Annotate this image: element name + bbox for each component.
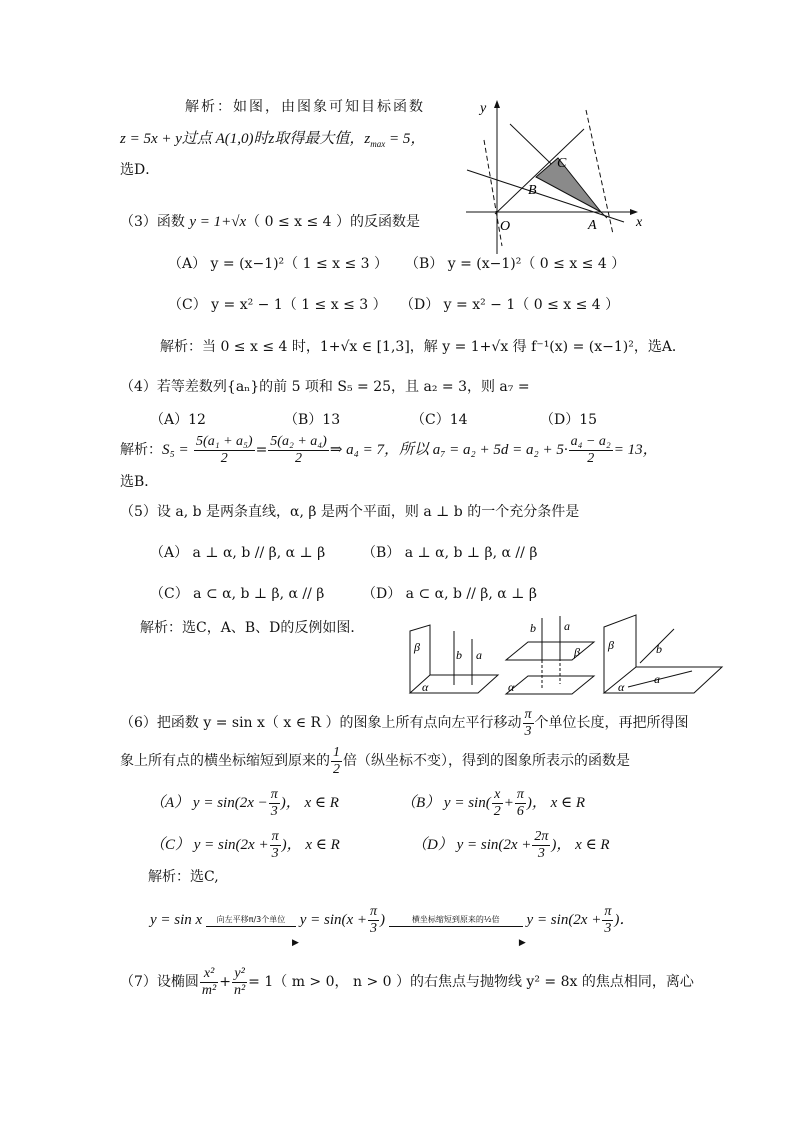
- fig1-a: a: [476, 648, 482, 662]
- q4-solution: 解析：S₅ = $\frac{\text{5(a₁ + a₅)}}{2}$ = $\frac{\text{5(a₂ + a₄)}}{2}$ ⇒ a₄ = 7，所以 a₇ = a₂ + 5d = a₂ + 5· $\frac{\text{a₄ − a₂}}{2}$ = 13，: [120, 433, 658, 466]
- q6-stem-line1: （6）把函数 y = sin x（ x ∈ R ）的图象上所有点向左平行移动 $\frac{\pi}{3}$ 个单位长度，再把所得图: [120, 706, 689, 739]
- q5-option-b: （B） a ⊥ α, b ⊥ β, α // β: [362, 545, 538, 561]
- fig2-b: b: [530, 621, 536, 635]
- sol2-line1: 解析：如图，由图象可知目标函数: [185, 99, 425, 115]
- arrow-scale-x: 横坐标缩短到原来的½倍 ▶: [389, 915, 523, 927]
- q4-option-a: （A）12: [150, 412, 206, 428]
- q6-stem-line2: 象上所有点的横坐标缩短到原来的 $\frac{1}{2}$ 倍（纵坐标不变），得到的图象所表示的函数是: [120, 744, 630, 777]
- q3-option-c: （C） y = x² − 1（ 1 ≤ x ≤ 3 ）: [168, 297, 387, 313]
- q6-option-b: （B） y = sin( $\frac{x}{2}$ + $\frac{\pi}{6}$ )， x ∈ R: [401, 787, 586, 820]
- q5-stem: （5）设 a, b 是两条直线，α, β 是两个平面，则 a ⊥ b 的一个充分条件是: [120, 504, 580, 520]
- graph-label-b: B: [528, 183, 537, 198]
- q3-stem: （3）函数 y = 1+√x（ 0 ≤ x ≤ 4 ）的反函数是: [120, 214, 421, 230]
- q4-option-c: （C）14: [411, 412, 468, 428]
- fig1-b: b: [456, 648, 462, 662]
- fig3-a: a: [654, 672, 660, 686]
- fig3-alpha: α: [618, 680, 625, 694]
- q6-option-c: （C） y = sin(2x + $\frac{\pi}{3}$ )， x ∈ R: [150, 829, 340, 862]
- q3-option-a: （A） y = (x−1)²（ 1 ≤ x ≤ 3 ）: [168, 256, 389, 272]
- q3-solution: 解析：当 0 ≤ x ≤ 4 时，1+√x ∈ [1,3]，解 y = 1+√x 得 f⁻¹(x) = (x−1)²，选A．: [160, 339, 686, 355]
- q5-solution: 解析：选C，A、B、D的反例如图．: [140, 620, 365, 636]
- graph-label-o: O: [500, 219, 511, 234]
- fig2-a: a: [564, 619, 570, 633]
- fig2-beta: β: [574, 645, 580, 659]
- q4-option-d: （D）15: [540, 412, 598, 428]
- fig1-alpha: α: [422, 680, 429, 694]
- q3-option-b: （B） y = (x−1)²（ 0 ≤ x ≤ 4 ）: [405, 256, 626, 272]
- graph-label-c: C: [557, 156, 567, 171]
- q4-fraction-2: $\frac{\text{5(a₂ + a₄)}}{2}$: [270, 433, 327, 466]
- q6-option-a: （A） y = sin(2x − $\frac{\pi}{3}$ )， x ∈ R: [150, 787, 339, 820]
- graph-label-y: y: [480, 101, 487, 116]
- q4-fraction-1: $\frac{\text{5(a₁ + a₅)}}{2}$: [196, 433, 253, 466]
- counterexample-figure-1: [406, 623, 502, 697]
- q4-solution-end: 选B．: [120, 474, 159, 490]
- q5-option-d: （D） a ⊂ α, b // β, α ⊥ β: [362, 586, 537, 602]
- fig1-beta: β: [414, 640, 420, 654]
- linear-programming-graph: [462, 96, 652, 256]
- q6-option-d: （D） y = sin(2x + $\frac{2\pi}{3}$ )， x ∈ R: [412, 829, 610, 862]
- q6-transform-chain: y = sin x 向左平移π/3个单位 ▶ y = sin(x + $\frac{\pi}{3}$ ) 横坐标缩短到原来的½倍 ▶ y = sin(2x + $\frac{\pi}{3}$ )．: [150, 904, 635, 947]
- counterexample-figure-2: [502, 614, 598, 698]
- q7-stem: （7）设椭圆 $\frac{\text{x²}}{\text{m²}}$ + $\frac{\text{y²}}{\text{n²}}$ = 1（ m > 0， n > 0 ）的右焦点与抛物线 y² = 8x 的焦点相同，离心: [120, 965, 694, 998]
- graph-label-x: x: [636, 215, 643, 230]
- fig3-beta: β: [608, 638, 614, 652]
- q4-stem: （4）若等差数列{aₙ}的前 5 项和 S₅ = 25，且 a₂ = 3，则 a₇ =: [120, 379, 530, 395]
- counterexample-figure-3: [602, 613, 726, 697]
- q4-fraction-3: $\frac{\text{a₄ − a₂}}{2}$: [570, 433, 611, 466]
- graph-label-a: A: [588, 218, 597, 233]
- fig2-alpha: α: [508, 680, 515, 694]
- q5-option-a: （A） a ⊥ α, b // β, α ⊥ β: [150, 545, 326, 561]
- q6-solution: 解析：选C,: [148, 869, 219, 885]
- fig3-b: b: [656, 642, 662, 656]
- q5-option-c: （C） a ⊂ α, b ⊥ β, α // β: [150, 586, 325, 602]
- q4-option-b: （B）13: [284, 412, 341, 428]
- arrow-shift-left: 向左平移π/3个单位 ▶: [206, 915, 296, 927]
- sol2-line2: z = 5x + y过点 A(1,0)时z取得最大值，$z_{max} = 5$，: [120, 131, 426, 149]
- sol2-line3: 选D．: [120, 162, 160, 178]
- q3-option-d: （D） y = x² − 1（ 0 ≤ x ≤ 4 ）: [400, 297, 620, 313]
